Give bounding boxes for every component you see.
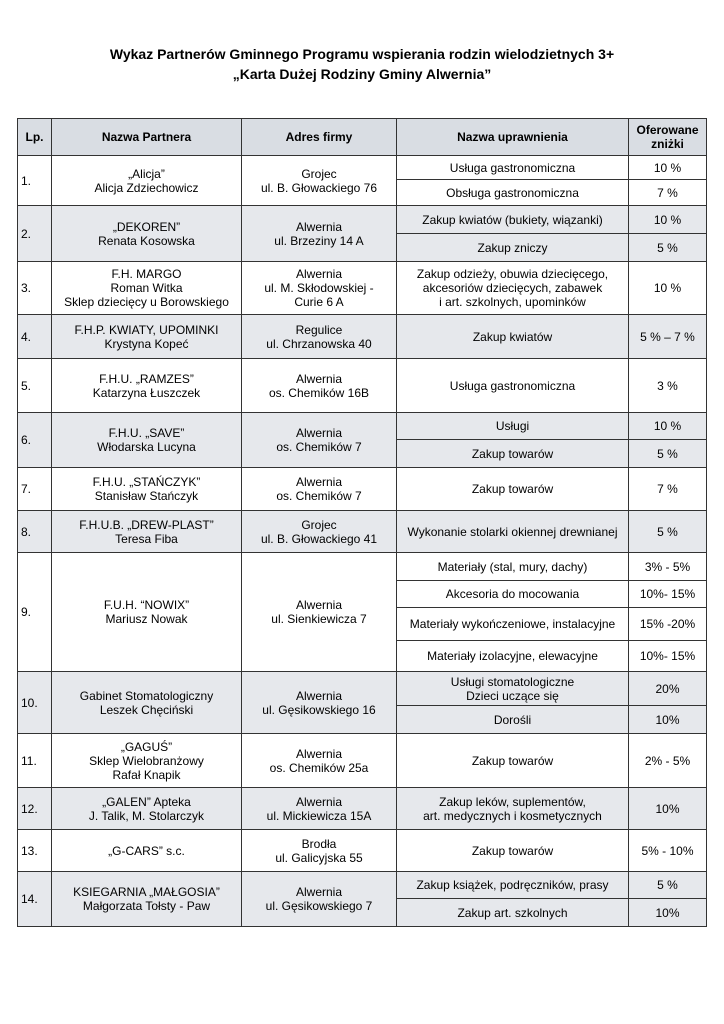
header-address: Adres firmy <box>242 119 397 156</box>
table-row <box>18 315 707 359</box>
cell-address <box>242 359 397 413</box>
cell-benefit <box>397 641 629 672</box>
address-line: Regulice <box>295 322 343 337</box>
cell-discount: 5 % – 7 % <box>629 315 707 359</box>
address-line: os. Chemików 16B <box>268 385 370 400</box>
benefit-line: Zakup książek, podręczników, prasy <box>416 878 609 892</box>
benefit-line: Wykonanie stolarki okiennej drewnianej <box>407 524 618 539</box>
cell-partner <box>52 206 242 262</box>
partner-name-line: „GALEN” Apteka <box>102 794 191 809</box>
cell-address <box>242 206 397 262</box>
benefit-line: Zakup towarów <box>471 482 554 496</box>
cell-discount: 10 % <box>629 262 707 315</box>
cell-lp: 5. <box>18 359 52 413</box>
partner-name-line: Włodarska Lucyna <box>97 440 196 454</box>
benefit-line: Usługi stomatologiczne <box>450 674 575 689</box>
cell-lp: 1. <box>18 156 52 206</box>
partner-name-line: Katarzyna Łuszczek <box>92 385 201 400</box>
partner-name-line: Renata Kosowska <box>98 233 195 248</box>
cell-address <box>242 468 397 511</box>
cell-benefit <box>397 734 629 788</box>
address-line: Grojec <box>301 517 337 532</box>
partner-name-line: Mariusz Nowak <box>105 612 188 626</box>
header-lp: Lp. <box>18 119 52 156</box>
partner-name-line: „G-CARS” s.c. <box>108 843 185 858</box>
cell-benefit <box>397 413 629 440</box>
header-partner: Nazwa Partnera <box>52 119 242 156</box>
cell-partner <box>52 262 242 315</box>
table-row <box>18 262 707 315</box>
table-row <box>18 468 707 511</box>
cell-partner <box>52 872 242 927</box>
benefit-line: Zakup odzieży, obuwia dziecięcego, <box>416 267 609 281</box>
benefit-line: Usługi <box>495 419 530 433</box>
cell-discount: 2% - 5% <box>629 734 707 788</box>
address-line: Alwernia <box>295 746 343 761</box>
partner-name-line: Małgorzata Tołsty - Paw <box>82 899 211 913</box>
header-discount: Oferowane zniżki <box>629 119 707 156</box>
address-line: Alwernia <box>295 794 343 809</box>
partner-name-line: Leszek Chęciński <box>99 702 194 717</box>
table-row <box>18 872 707 899</box>
cell-benefit <box>397 581 629 608</box>
cell-benefit <box>397 511 629 553</box>
cell-lp: 8. <box>18 511 52 553</box>
address-line: ul. Gęsikowskiego 16 <box>262 702 376 717</box>
partner-name-line: „Alicja” <box>128 166 165 181</box>
address-line: ul. B. Głowackiego 41 <box>260 531 378 546</box>
partner-name-line: Rafał Knapik <box>112 767 181 782</box>
partner-name-line: Gabinet Stomatologiczny <box>79 688 214 703</box>
address-line: Brodła <box>301 836 337 851</box>
cell-discount: 10%- 15% <box>629 641 707 672</box>
benefit-line: Materiały (stal, mury, dachy) <box>437 559 588 574</box>
cell-benefit <box>397 899 629 927</box>
cell-discount: 5 % <box>629 511 707 553</box>
partner-name-line: Alicja Zdziechowicz <box>94 180 199 195</box>
address-line: Alwernia <box>295 688 343 703</box>
cell-discount: 10 % <box>629 413 707 440</box>
cell-lp: 2. <box>18 206 52 262</box>
address-line: os. Chemików 7 <box>276 440 362 454</box>
partner-name-line: Roman Witka <box>110 281 183 295</box>
benefit-line: Zakup towarów <box>471 446 554 461</box>
cell-benefit <box>397 262 629 315</box>
table-row <box>18 359 707 413</box>
header-benefit: Nazwa uprawnienia <box>397 119 629 156</box>
cell-discount: 5 % <box>629 234 707 262</box>
partner-name-line: F.H.U.B. „DREW-PLAST” <box>79 517 214 532</box>
cell-address <box>242 553 397 672</box>
cell-benefit <box>397 359 629 413</box>
cell-lp: 6. <box>18 413 52 468</box>
partner-name-line: F.U.H. “NOWIX” <box>103 598 190 612</box>
cell-discount: 10% <box>629 899 707 927</box>
cell-partner <box>52 734 242 788</box>
cell-discount: 10%- 15% <box>629 581 707 608</box>
benefit-line: Materiały wykończeniowe, instalacyjne <box>409 617 616 631</box>
title-line-1: Wykaz Partnerów Gminnego Programu wspierania rodzin wielodzietnych 3+ <box>109 46 615 62</box>
partner-name-line: „GAGUŚ” <box>120 739 173 754</box>
cell-discount: 7 % <box>629 180 707 206</box>
cell-benefit <box>397 706 629 734</box>
cell-discount: 5 % <box>629 872 707 899</box>
cell-discount: 10% <box>629 788 707 830</box>
cell-discount: 10 % <box>629 156 707 180</box>
benefit-line: Obsługa gastronomiczna <box>446 185 579 200</box>
benefit-line: Dzieci uczące się <box>466 688 559 703</box>
table-row <box>18 553 707 581</box>
benefit-line: Zakup towarów <box>471 843 554 858</box>
table-row <box>18 734 707 788</box>
partner-name-line: Teresa Fiba <box>115 531 178 546</box>
cell-lp: 7. <box>18 468 52 511</box>
table-row <box>18 830 707 872</box>
cell-partner <box>52 156 242 206</box>
cell-benefit <box>397 156 629 180</box>
cell-discount: 3 % <box>629 359 707 413</box>
cell-discount: 7 % <box>629 468 707 511</box>
address-line: Alwernia <box>295 219 343 234</box>
cell-benefit <box>397 315 629 359</box>
cell-address <box>242 788 397 830</box>
cell-partner <box>52 468 242 511</box>
address-line: os. Chemików 7 <box>276 489 362 503</box>
address-line: Alwernia <box>295 885 343 899</box>
address-line: ul. Galicyjska 55 <box>275 850 363 865</box>
cell-address <box>242 511 397 553</box>
cell-address <box>242 315 397 359</box>
address-line: ul. Mickiewicza 15A <box>266 808 372 823</box>
partner-name-line: Sklep dziecięcy u Borowskiego <box>64 295 229 309</box>
address-line: ul. Brzeziny 14 A <box>274 233 364 248</box>
cell-partner <box>52 413 242 468</box>
cell-address <box>242 156 397 206</box>
table-row <box>18 788 707 830</box>
cell-discount: 15% -20% <box>629 608 707 641</box>
cell-lp: 13. <box>18 830 52 872</box>
address-line: Grojec <box>301 166 337 181</box>
cell-benefit <box>397 608 629 641</box>
cell-lp: 10. <box>18 672 52 734</box>
benefit-line: akcesoriów dziecięcych, zabawek <box>422 281 603 295</box>
partner-name-line: F.H.P. KWIATY, UPOMINKI <box>74 322 219 337</box>
table-header-row <box>18 119 707 156</box>
cell-address <box>242 830 397 872</box>
cell-discount: 3% - 5% <box>629 553 707 581</box>
address-line: Alwernia <box>295 371 343 386</box>
partner-name-line: Sklep Wielobranżowy <box>89 753 204 768</box>
benefit-line: Materiały izolacyjne, elewacyjne <box>427 649 598 663</box>
table-row <box>18 206 707 234</box>
cell-partner <box>52 672 242 734</box>
benefit-line: Zakup zniczy <box>477 240 548 255</box>
table-body <box>18 156 707 927</box>
cell-partner <box>52 788 242 830</box>
partner-name-line: F.H. MARGO <box>111 267 182 281</box>
cell-benefit <box>397 788 629 830</box>
benefit-line: i art. szkolnych, upominków <box>439 295 586 309</box>
cell-lp: 12. <box>18 788 52 830</box>
cell-lp: 11. <box>18 734 52 788</box>
benefit-line: Usługa gastronomiczna <box>449 378 576 393</box>
partner-name-line: F.H.U. „STAŃCZYK” <box>92 475 201 489</box>
benefit-line: Zakup towarów <box>471 753 554 768</box>
address-line: Curie 6 A <box>294 295 344 309</box>
document-title <box>0 44 724 84</box>
cell-benefit <box>397 872 629 899</box>
table-row <box>18 413 707 440</box>
cell-benefit <box>397 180 629 206</box>
cell-lp: 9. <box>18 553 52 672</box>
benefit-line: Usługa gastronomiczna <box>449 160 576 175</box>
address-line: Alwernia <box>295 426 343 440</box>
cell-partner <box>52 553 242 672</box>
cell-partner <box>52 359 242 413</box>
cell-discount: 5% - 10% <box>629 830 707 872</box>
cell-benefit <box>397 672 629 706</box>
address-line: Alwernia <box>295 475 343 489</box>
cell-partner <box>52 511 242 553</box>
benefit-line: art. medycznych i kosmetycznych <box>423 808 602 823</box>
benefit-line: Zakup kwiatów (bukiety, wiązanki) <box>422 212 603 227</box>
cell-benefit <box>397 553 629 581</box>
cell-partner <box>52 830 242 872</box>
address-line: ul. M. Skłodowskiej - <box>264 281 374 295</box>
cell-address <box>242 872 397 927</box>
benefit-line: Dorośli <box>493 712 532 727</box>
partners-table <box>17 118 707 927</box>
cell-address <box>242 262 397 315</box>
address-line: ul. B. Głowackiego 76 <box>260 180 378 195</box>
partner-name-line: F.H.U. „SAVE” <box>108 426 185 440</box>
benefit-line: Zakup kwiatów <box>472 329 553 344</box>
partner-name-line: F.H.U. „RAMZES” <box>99 371 194 386</box>
partner-name-line: Stanisław Stańczyk <box>94 489 199 503</box>
partner-name-line: KSIEGARNIA „MAŁGOSIA” <box>73 885 220 899</box>
cell-address <box>242 672 397 734</box>
partner-name-line: J. Talik, M. Stolarczyk <box>88 808 205 823</box>
cell-discount: 20% <box>629 672 707 706</box>
address-line: ul. Sienkiewicza 7 <box>271 612 367 626</box>
partner-name-line: Krystyna Kopeć <box>104 336 189 351</box>
cell-discount: 5 % <box>629 440 707 468</box>
partner-name-line: „DEKOREN” <box>112 219 181 234</box>
cell-lp: 4. <box>18 315 52 359</box>
cell-benefit <box>397 206 629 234</box>
cell-benefit <box>397 468 629 511</box>
cell-benefit <box>397 830 629 872</box>
address-line: ul. Gęsikowskiego 7 <box>265 899 373 913</box>
benefit-line: Akcesoria do mocowania <box>445 587 580 601</box>
cell-benefit <box>397 440 629 468</box>
benefit-line: Zakup leków, suplementów, <box>439 794 586 809</box>
address-line: Alwernia <box>295 267 343 281</box>
cell-lp: 14. <box>18 872 52 927</box>
cell-partner <box>52 315 242 359</box>
address-line: ul. Chrzanowska 40 <box>266 336 372 351</box>
address-line: Alwernia <box>295 598 343 612</box>
cell-address <box>242 734 397 788</box>
cell-lp: 3. <box>18 262 52 315</box>
benefit-line: Zakup art. szkolnych <box>457 905 568 920</box>
cell-discount: 10 % <box>629 206 707 234</box>
title-line-2: „Karta Dużej Rodziny Gminy Alwernia” <box>232 66 492 82</box>
table-row <box>18 511 707 553</box>
cell-address <box>242 413 397 468</box>
address-line: os. Chemików 25a <box>269 760 369 775</box>
cell-discount: 10% <box>629 706 707 734</box>
cell-benefit <box>397 234 629 262</box>
table-row <box>18 156 707 180</box>
table-row <box>18 672 707 706</box>
